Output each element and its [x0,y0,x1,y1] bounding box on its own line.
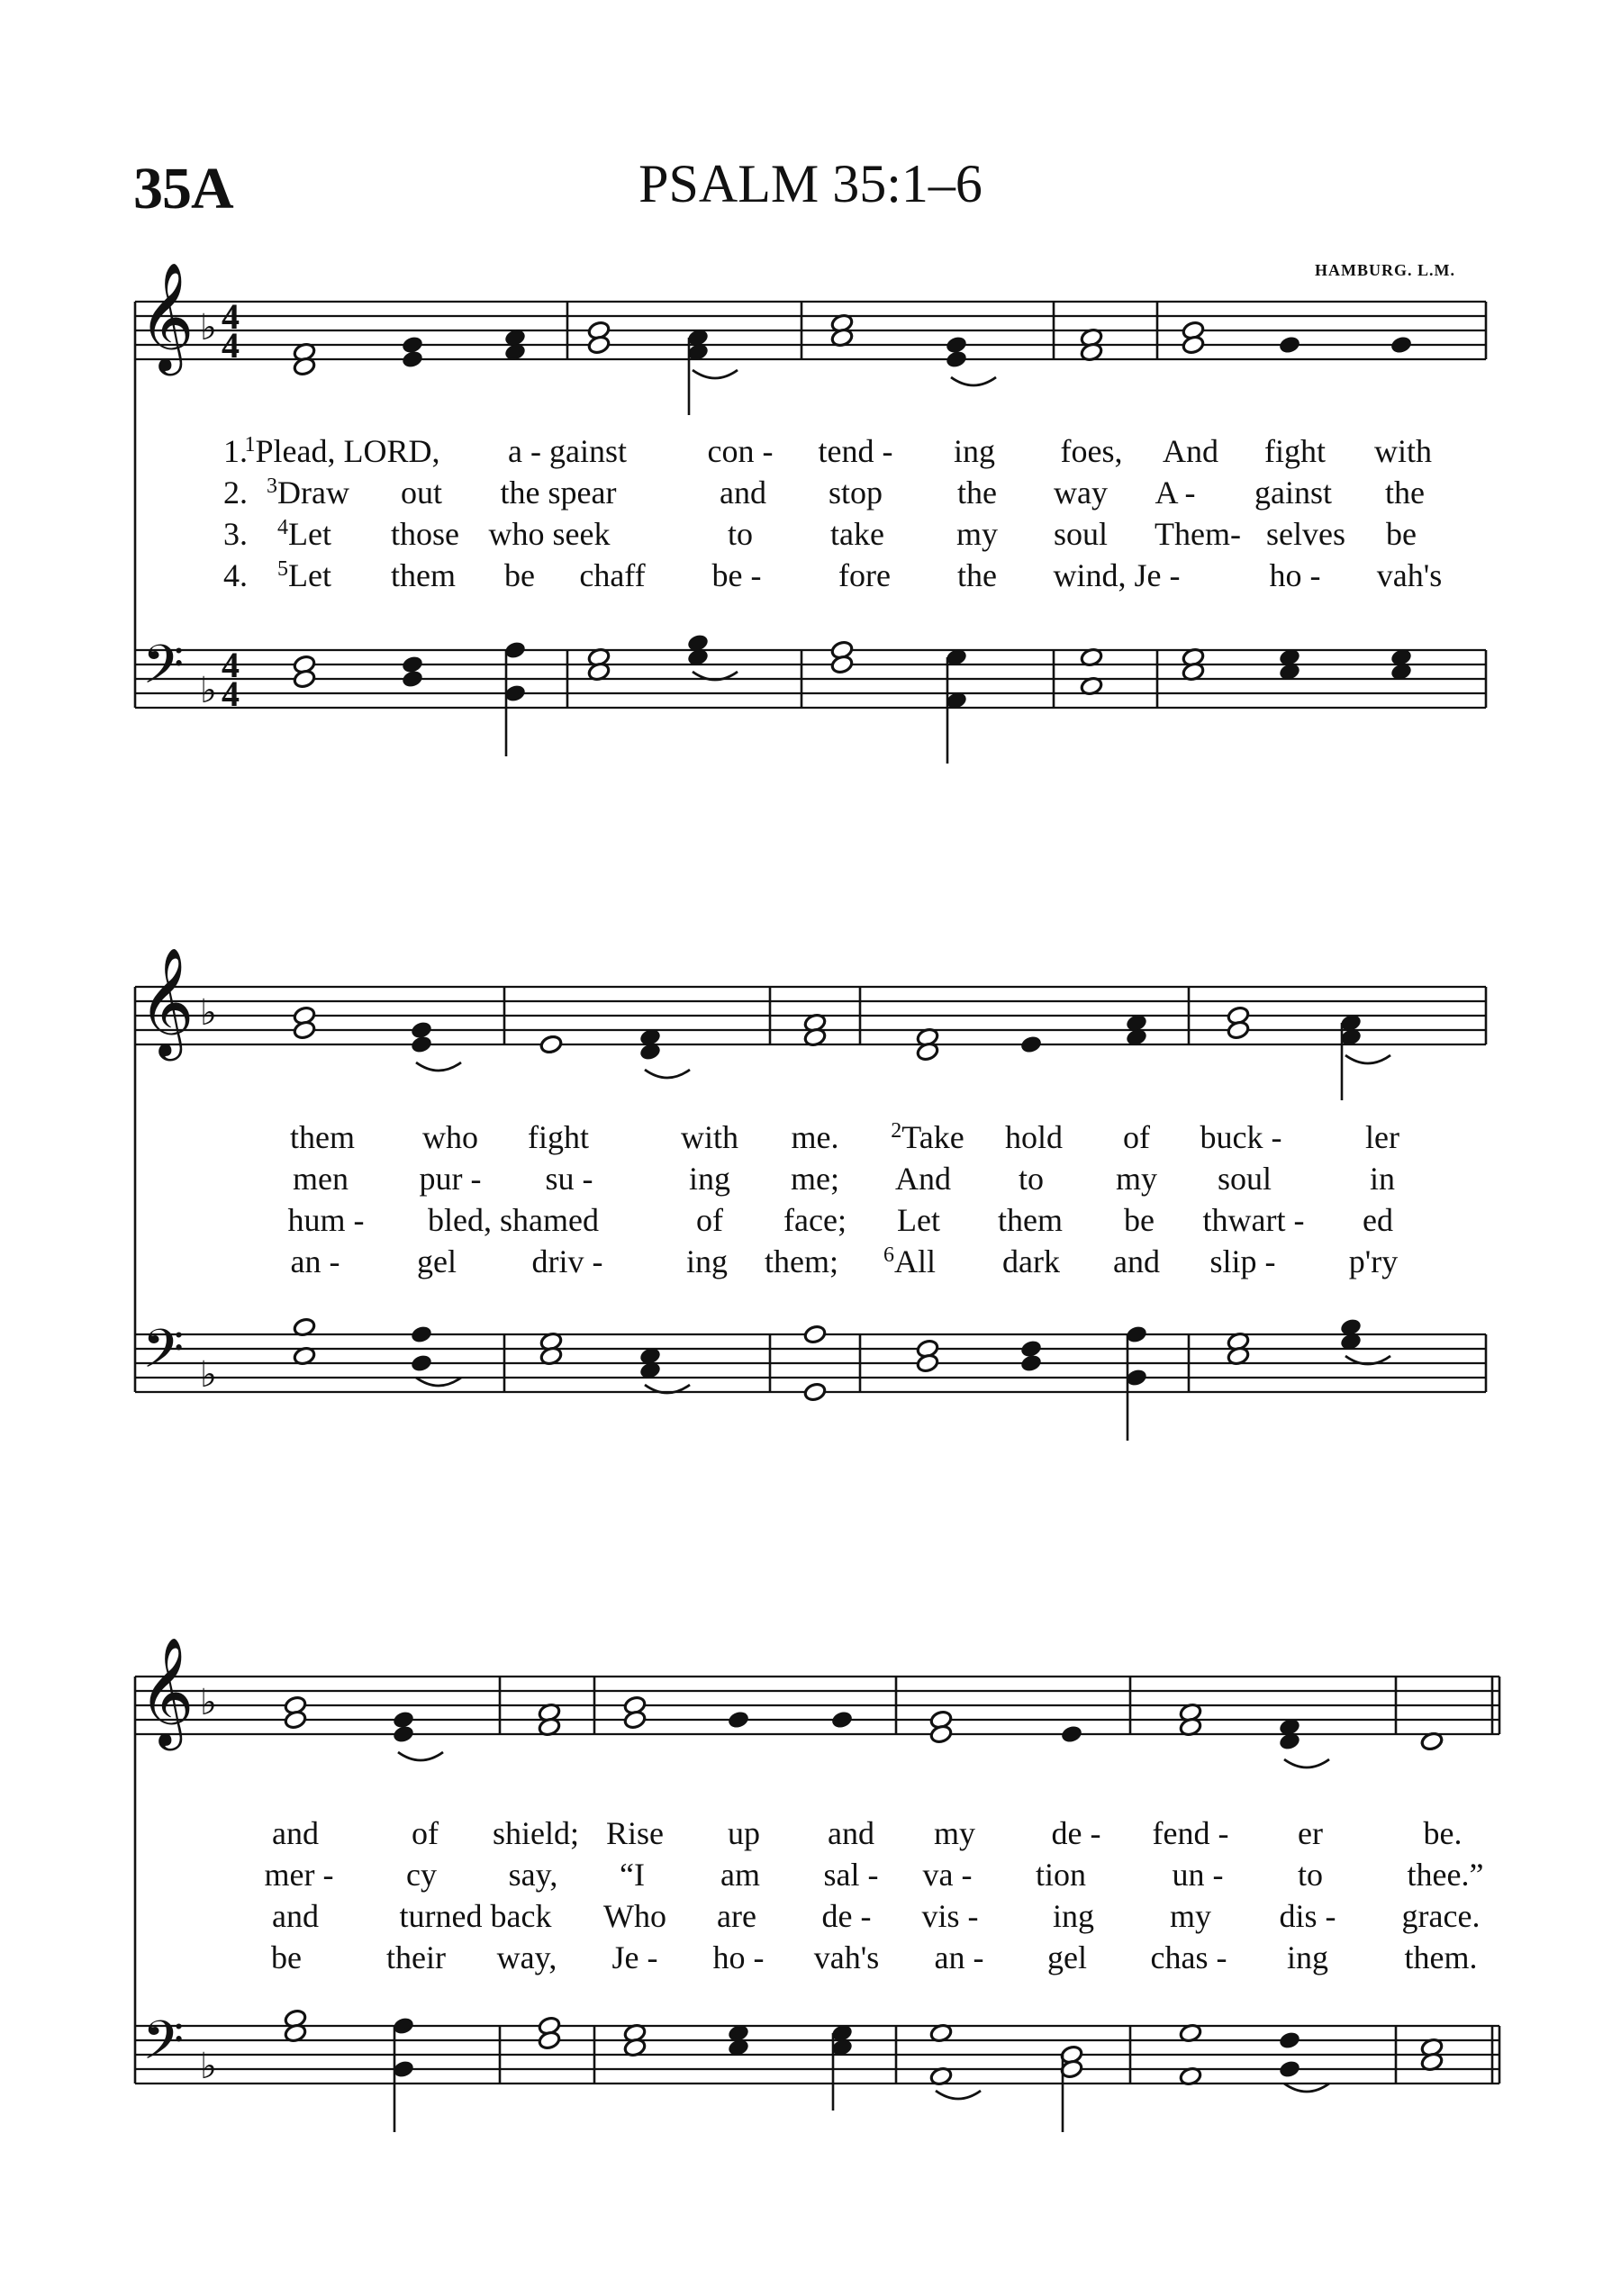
lyric-syllable: an - [934,1939,984,1975]
lyric-syllable: Je - [611,1939,658,1975]
lyric-syllable: fend - [1152,1815,1229,1851]
notehead [1278,2059,1301,2080]
lyric-syllable: of [696,1202,723,1238]
lyric-syllable: thwart - [1202,1202,1305,1238]
lyric-syllable: those [391,516,459,552]
lyric-syllable: who seek [488,516,611,552]
lyric-syllable: Let [897,1202,940,1238]
lyric-syllable: ing [685,1243,729,1279]
tie-slur [1345,1055,1390,1063]
treble-clef-icon: 𝄞 [139,946,195,1056]
lyric-syllable: chas - [1150,1939,1227,1975]
lyric-syllable [267,474,349,511]
lyric-syllable: vah's [813,1939,880,1975]
notehead [803,1324,827,1345]
lyric-syllable: bled, shamed [428,1202,599,1238]
notehead [1019,1035,1043,1055]
notehead [929,1724,953,1745]
notehead [1182,335,1205,356]
lyric-text: All [893,1243,937,1279]
lyric-syllable: them [290,1119,355,1155]
lyric-syllable: Them- [1155,516,1241,552]
bass-clef-icon: 𝄢 [142,633,185,709]
lyric-syllable: turned back [399,1898,552,1934]
lyric-syllable: “I [620,1857,645,1893]
notehead [539,1035,563,1055]
lyric-syllable: 1. [223,433,248,469]
lyric-syllable: and [272,1815,319,1851]
notehead [727,1710,750,1731]
notehead [1019,1353,1043,1374]
lyric-syllable: in [1369,1161,1396,1197]
lyric-syllable: of [412,1815,439,1851]
lyric-syllable: stop [828,475,883,511]
lyric-syllable: soul [1217,1161,1272,1197]
lyric-syllable: driv - [531,1243,603,1279]
tie-slur [416,1378,461,1386]
bass-clef-icon: 𝄢 [142,1317,185,1393]
notehead [1278,2030,1301,2051]
lyric-syllable: men [293,1161,349,1197]
lyric-syllable: their [386,1939,446,1975]
lyric-syllable [277,515,331,553]
lyric-syllable: of [1123,1119,1150,1155]
notehead [284,1710,307,1731]
lyric-syllable: va - [922,1857,973,1893]
notehead [293,1020,316,1041]
lyric-text: Let [288,557,331,593]
flat-sign-icon: ♭ [200,2046,217,2087]
lyric-syllable: foes, [1060,433,1123,469]
lyric-syllable: dis - [1279,1898,1336,1934]
lyric-syllable: ho - [1269,557,1321,593]
lyric-syllable: up [728,1815,760,1851]
lyric-syllable: the [1385,475,1425,511]
lyric-syllable: and [828,1815,874,1851]
tune-name: HAMBURG. L.M. [1315,261,1455,279]
lyric-syllable: mer - [264,1857,334,1893]
lyric-syllable: 3. [223,516,248,552]
lyric-syllable: take [830,516,884,552]
notehead [1278,335,1301,356]
lyric-syllable: and [272,1898,319,1934]
lyric-syllable: un - [1172,1857,1224,1893]
hymn-title: PSALM 35:1–6 [638,154,983,213]
lyric-syllable: cy [406,1857,437,1893]
lyric-syllable: my [1115,1161,1158,1197]
lyric-text: Take [901,1119,964,1155]
lyrics-system-3 [0,1814,1621,1994]
lyric-syllable: them; [765,1243,838,1279]
flat-sign-icon: ♭ [200,1682,217,1723]
time-signature-top: 4 [222,296,240,337]
lyric-syllable: tend - [818,433,893,469]
lyric-syllable: way [1054,475,1108,511]
lyric-syllable: face; [783,1202,847,1238]
lyric-syllable: an - [290,1243,340,1279]
lyric-syllable: ed [1363,1202,1393,1238]
lyric-syllable: shield; [493,1815,579,1851]
lyric-syllable [891,1118,964,1156]
notehead [1227,1020,1250,1041]
lyric-syllable [245,432,440,470]
treble-clef-icon: 𝄞 [139,261,195,371]
lyric-syllable: gel [417,1243,457,1279]
lyric-syllable: And [895,1161,951,1197]
lyric-syllable: p'ry [1348,1243,1399,1279]
lyric-syllable: wind, Je - [1053,557,1181,593]
lyric-syllable: them. [1404,1939,1478,1975]
tie-slur [1284,1759,1329,1767]
verse-number-superscript: 4 [277,516,289,539]
notehead [538,2030,561,2051]
lyric-syllable [277,556,331,594]
lyric-syllable: ho - [712,1939,765,1975]
lyric-syllable: to [727,516,754,552]
lyric-syllable: fore [838,557,891,593]
lyric-syllable: soul [1053,516,1109,552]
lyric-syllable: be [271,1939,302,1975]
lyrics-system-2 [0,1118,1621,1298]
flat-sign-icon: ♭ [200,307,217,348]
lyric-syllable: say, [508,1857,558,1893]
lyric-syllable: gel [1047,1939,1087,1975]
tie-slur [936,2091,981,2099]
lyric-text: Let [288,516,331,552]
time-signature-bottom: 4 [222,325,240,366]
lyric-syllable: hold [1004,1119,1064,1155]
lyric-syllable: chaff [579,557,646,593]
lyric-syllable: and [1113,1243,1160,1279]
flat-sign-icon: ♭ [200,670,217,711]
notehead [410,1353,433,1374]
lyric-syllable: to [1018,1161,1045,1197]
bass-clef-icon: 𝄢 [142,2009,185,2084]
tie-slur [416,1062,461,1071]
lyric-syllable: ing [953,433,996,469]
lyric-syllable: gainst [1254,475,1332,511]
lyric-syllable: be - [711,557,762,593]
lyric-syllable: a - gainst [508,433,627,469]
verse-number-superscript: 2 [891,1119,902,1143]
lyric-syllable: de - [821,1898,872,1934]
flat-sign-icon: ♭ [200,992,217,1034]
notehead [1060,1724,1083,1745]
lyric-syllable: be [504,557,535,593]
lyric-syllable: with [1373,433,1433,469]
lyric-syllable: And [1163,433,1218,469]
lyric-syllable: ing [1052,1898,1095,1934]
lyric-syllable: fight [1264,433,1326,469]
notehead [830,1710,854,1731]
lyric-syllable: vis - [921,1898,979,1934]
lyric-syllable: out [400,475,443,511]
lyric-syllable: con - [707,433,774,469]
lyric-text: Plead, LORD, [255,433,440,469]
lyric-syllable: ing [688,1161,731,1197]
treble-clef-icon: 𝄞 [139,1636,195,1746]
lyric-syllable: Rise [605,1815,665,1851]
lyric-syllable: grace. [1401,1898,1481,1934]
lyric-syllable: selves [1266,516,1345,552]
lyric-syllable: fight [528,1119,589,1155]
lyrics-system-1 [0,432,1621,612]
lyric-syllable: my [955,516,999,552]
lyric-syllable: 4. [223,557,248,593]
notehead [1390,335,1413,356]
lyric-syllable: A - [1155,475,1196,511]
lyric-syllable: with [680,1119,739,1155]
lyric-syllable: pur - [419,1161,482,1197]
lyric-syllable: dark [1002,1243,1060,1279]
notehead [945,349,968,370]
lyric-syllable: am [720,1857,760,1893]
notehead [293,669,316,690]
notehead [401,669,424,690]
lyric-syllable: way, [496,1939,557,1975]
lyric-syllable: them [391,557,456,593]
notehead [410,1035,433,1055]
time-signature-top: 4 [222,645,240,685]
notehead [401,349,424,370]
notehead [410,1324,433,1345]
lyric-syllable: be [1386,516,1417,552]
time-signature-bottom: 4 [222,673,240,714]
notehead [803,1382,827,1403]
lyric-syllable: tion [1035,1857,1087,1893]
notehead [587,335,611,356]
lyric-syllable: me; [791,1161,839,1197]
lyric-syllable: and [720,475,766,511]
lyric-syllable: ing [1286,1939,1329,1975]
tie-slur [951,377,996,385]
lyric-syllable: slip - [1209,1243,1276,1279]
tie-slur [693,370,738,378]
notehead [623,1710,647,1731]
lyric-syllable: de - [1051,1815,1101,1851]
lyric-syllable: er [1298,1815,1323,1851]
verse-number-superscript: 3 [267,475,278,498]
verse-number-superscript: 1 [244,433,256,456]
lyric-syllable: 2. [223,475,248,511]
lyric-text: Draw [277,475,349,511]
lyric-syllable: buck - [1200,1119,1282,1155]
lyric-syllable: Who [603,1898,666,1934]
lyric-syllable: me. [791,1119,839,1155]
lyric-syllable: be. [1423,1815,1463,1851]
lyric-syllable: them [998,1202,1063,1238]
lyric-syllable: are [717,1898,756,1934]
lyric-syllable: who [422,1119,478,1155]
lyric-syllable: ler [1365,1119,1399,1155]
verse-number-superscript: 5 [277,557,289,581]
lyric-syllable: to [1297,1857,1324,1893]
tie-slur [645,1070,690,1078]
verse-number-superscript: 6 [883,1243,894,1267]
flat-sign-icon: ♭ [200,1354,217,1396]
lyric-syllable: hum - [287,1202,365,1238]
notehead [392,1724,415,1745]
lyric-syllable: su - [545,1161,593,1197]
notehead [830,655,854,675]
lyric-syllable: be [1124,1202,1155,1238]
lyric-syllable: the [957,475,997,511]
tie-slur [398,1752,443,1760]
hymn-number: 35A [133,156,233,221]
lyric-syllable [883,1243,936,1280]
lyric-syllable: sal - [823,1857,879,1893]
lyric-syllable: vah's [1376,557,1443,593]
lyric-syllable: thee.” [1407,1857,1484,1893]
tie-slur [1284,2084,1329,2092]
lyric-syllable: the [957,557,997,593]
lyric-syllable: my [1169,1898,1212,1934]
notehead [916,1353,939,1374]
lyric-syllable: my [933,1815,976,1851]
lyric-syllable: the spear [500,475,617,511]
